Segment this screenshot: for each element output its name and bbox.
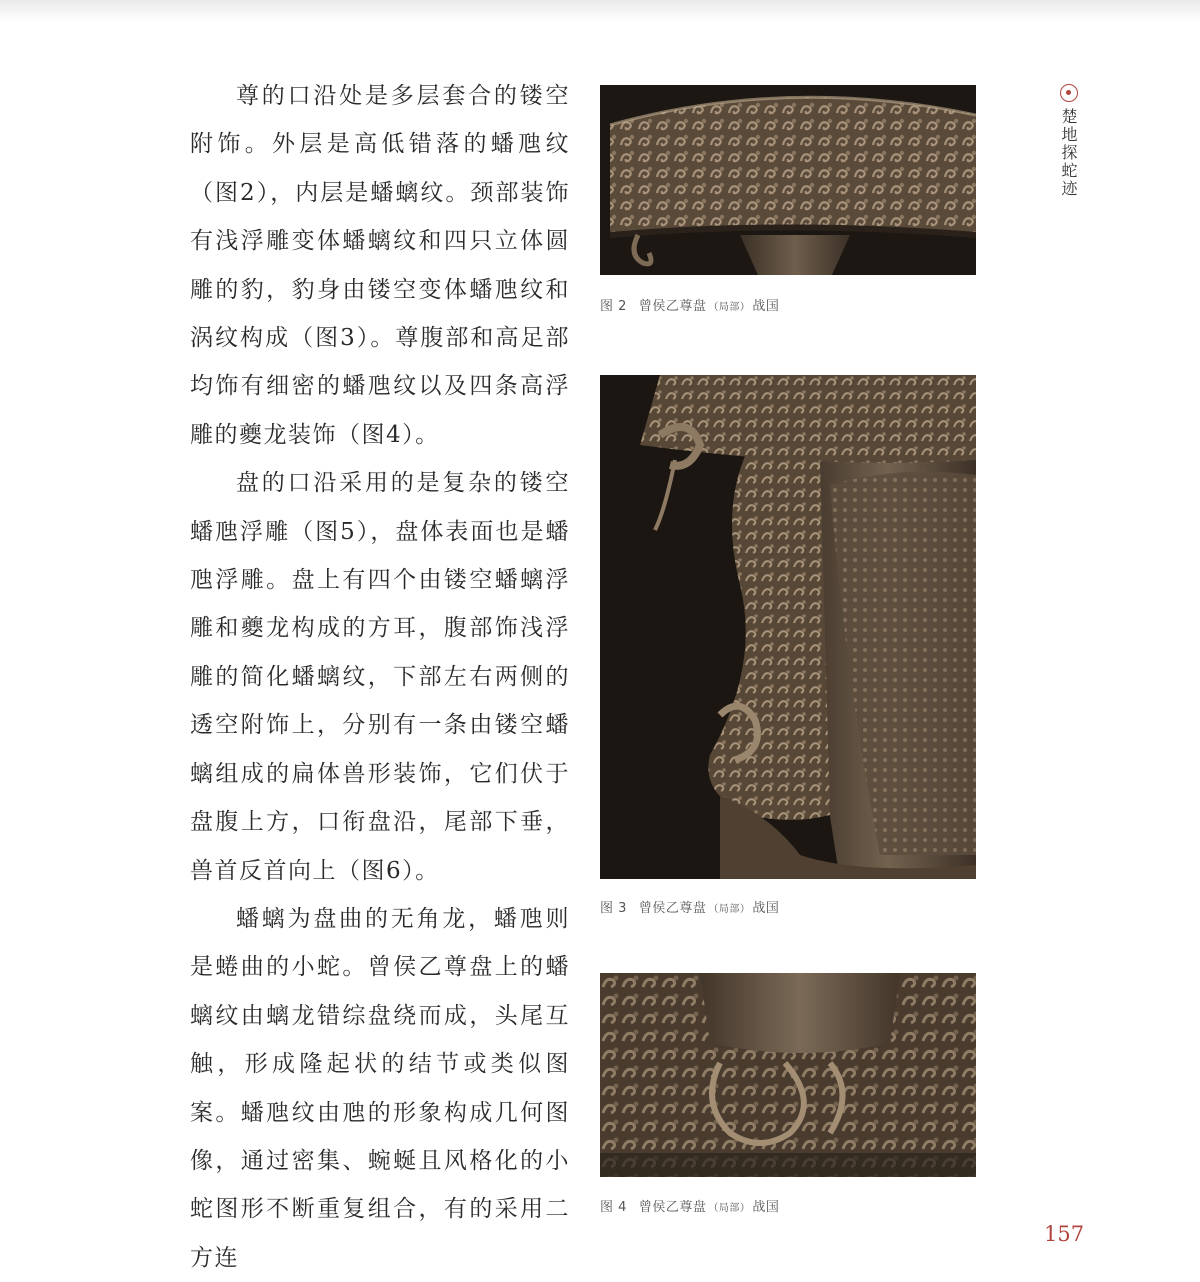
figure-number: 图 2 xyxy=(600,299,627,314)
section-mark-icon xyxy=(1060,84,1078,102)
figure-part: （局部） xyxy=(708,302,751,313)
paragraph-2: 盘的口沿采用的是复杂的镂空蟠虺浮雕（图5），盘体表面也是蟠虺浮雕。盘上有四个由镂空蟠螭浮雕和夔龙构成的方耳，腹部饰浅浮雕的简化蟠螭纹，下部左右两侧的透空附饰上，分别有一条由镂空蟠螭组成的扁体兽形装饰，它们伏于盘腹上方，口衔盘沿，尾部下垂，兽首反首向上（图6）。 xyxy=(190,470,570,884)
figure-4-caption xyxy=(600,1196,779,1215)
figure-period: 战国 xyxy=(752,1200,780,1215)
side-chapter-title: 楚地探蛇迹 xyxy=(1059,108,1078,198)
page-number: 157 xyxy=(1044,1222,1085,1246)
page-top-shade xyxy=(0,0,1200,22)
figure-2-caption xyxy=(600,295,779,314)
figure-period: 战国 xyxy=(752,299,780,314)
paragraph-1: 尊的口沿处是多层套合的镂空附饰。外层是高低错落的蟠虺纹（图2），内层是蟠螭纹。颈部装饰有浅浮雕变体蟠螭纹和四只立体圆雕的豹，豹身由镂空变体蟠虺纹和涡纹构成（图3）。尊腹部和高足部均饰有细密的蟠虺纹以及四条高浮雕的夔龙装饰（图4）。 xyxy=(190,83,570,448)
figure-part: （局部） xyxy=(708,1203,751,1214)
paragraph-3: 蟠螭为盘曲的无角龙，蟠虺则是蜷曲的小蛇。曾侯乙尊盘上的蟠螭纹由螭龙错综盘绕而成，头尾互触，形成隆起状的结节或类似图案。蟠虺纹由虺的形象构成几何图像，通过密集、蜿蜒且风格化的小蛇图形不断重复组合，有的采用二方连 xyxy=(190,905,570,1271)
figure-3-caption xyxy=(600,897,779,916)
figure-part: （局部） xyxy=(708,904,751,915)
figure-number: 图 4 xyxy=(600,1200,627,1215)
figure-title: 曾侯乙尊盘 xyxy=(638,1200,707,1215)
figure-period: 战国 xyxy=(752,901,780,916)
body-text xyxy=(190,72,570,1282)
figure-number: 图 3 xyxy=(600,901,627,916)
figure-4-photo xyxy=(600,973,976,1177)
figure-2-photo xyxy=(600,85,976,275)
figure-3-photo xyxy=(600,375,976,879)
figure-title: 曾侯乙尊盘 xyxy=(638,299,707,314)
figure-title: 曾侯乙尊盘 xyxy=(638,901,707,916)
